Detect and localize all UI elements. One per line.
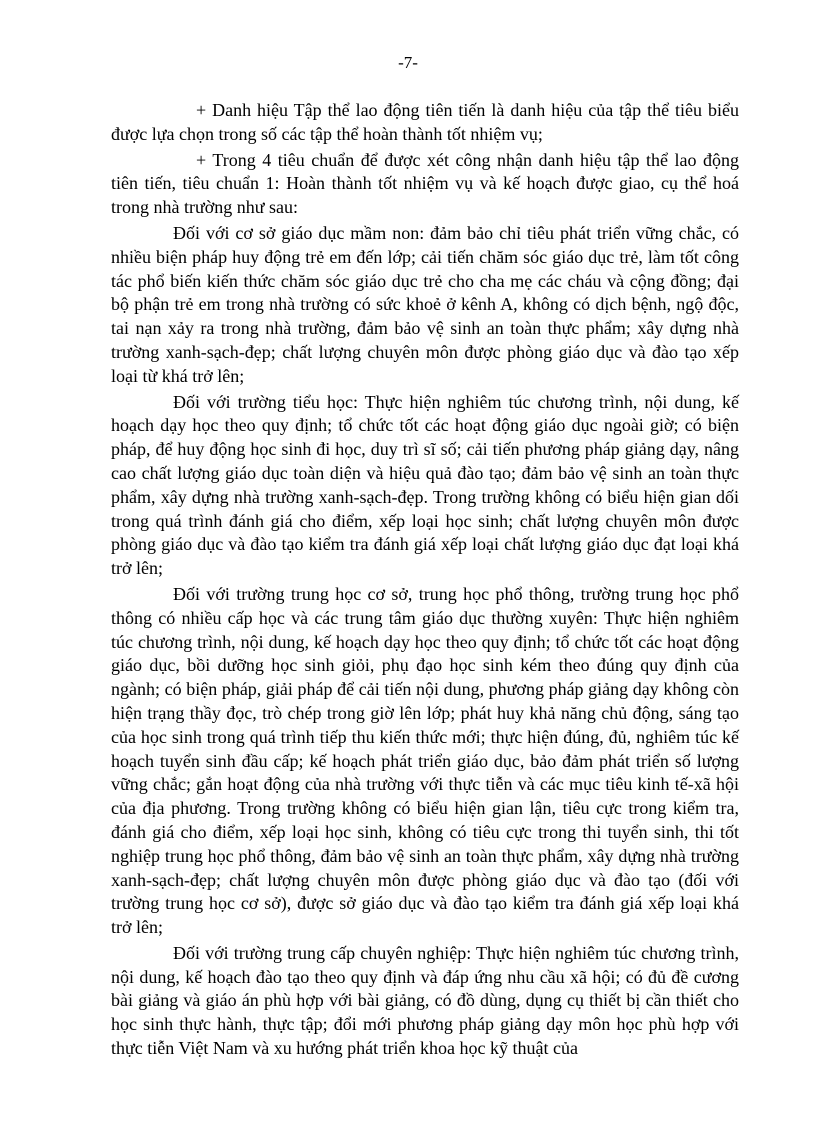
body-text (111, 99, 739, 1061)
paragraph-primary-school: Đối với trường tiểu học: Thực hiện nghiêm túc chương trình, nội dung, kế hoạch dạy học theo quy định; tổ chức tốt các hoạt động giáo dục ngoài giờ; có biện pháp, để huy động học sinh đi học, duy trì sĩ số; cải tiến phương pháp giảng dạy, nâng cao chất lượng giáo dục toàn diện và hiệu quả đào tạo; đảm bảo vệ sinh an toàn thực phẩm, xây dựng nhà trường xanh-sạch-đẹp. Trong trường không có biểu hiện gian dối trong quá trình đánh giá cho điểm, xếp loại học sinh; chất lượng chuyên môn được phòng giáo dục và đào tạo kiểm tra đánh giá xếp loại chất lượng giáo dục đạt loại khá trở lên; (111, 391, 739, 579)
paragraph-criterion-one-intro: + Trong 4 tiêu chuẩn để được xét công nhận danh hiệu tập thể lao động tiên tiến, tiêu chuẩn 1: Hoàn thành tốt nhiệm vụ và kế hoạch được giao, cụ thể hoá trong nhà trường như sau: (111, 149, 739, 218)
paragraph-collective-title-definition: + Danh hiệu Tập thể lao động tiên tiến là danh hiệu của tập thể tiêu biểu được lựa chọn trong số các tập thể hoàn thành tốt nhiệm vụ; (111, 100, 739, 144)
page-number: -7- (398, 53, 418, 72)
paragraph-vocational-school: Đối với trường trung cấp chuyên nghiệp: Thực hiện nghiêm túc chương trình, nội dung, kế hoạch đào tạo theo quy định và đáp ứng nhu cầu xã hội; có đủ đề cương bài giảng và giáo án phù hợp với bài giảng, có đồ dùng, dụng cụ thiết bị cần thiết cho học sinh thực hành, thực tập; đổi mới phương pháp giảng dạy môn học phù hợp với thực tiễn Việt Nam và xu hướng phát triển khoa học kỹ thuật của (111, 942, 739, 1059)
paragraph-preschool: Đối với cơ sở giáo dục mầm non: đảm bảo chỉ tiêu phát triển vững chắc, có nhiều biện pháp huy động trẻ em đến lớp; cải tiến chăm sóc giáo dục trẻ, làm tốt công tác phổ biến kiến thức chăm sóc giáo dục trẻ cho cha mẹ các cháu và cộng đồng; đại bộ phận trẻ em trong nhà trường có sức khoẻ ở kênh A, không có dịch bệnh, ngộ độc, tai nạn xảy ra trong nhà trường, đảm bảo vệ sinh an toàn thực phẩm; xây dựng nhà trường xanh-sạch-đẹp; chất lượng chuyên môn được phòng giáo dục và đào tạo xếp loại từ khá trở lên; (111, 222, 739, 386)
paragraph-secondary-school: Đối với trường trung học cơ sở, trung học phổ thông, trường trung học phổ thông có nhiều cấp học và các trung tâm giáo dục thường xuyên: Thực hiện nghiêm túc chương trình, nội dung, kế hoạch dạy học theo quy định; tổ chức tốt các hoạt động giáo dục, bồi dưỡng học sinh giỏi, phụ đạo học sinh kém theo đúng quy định của ngành; có biện pháp, giải pháp để cải tiến nội dung, phương pháp giảng dạy không còn hiện trạng thầy đọc, trò chép trong giờ lên lớp; phát huy khả năng chủ động, sáng tạo của học sinh trong quá trình tiếp thu kiến thức mới; thực hiện đúng, đủ, nghiêm túc kế hoạch tuyển sinh đầu cấp; kế hoạch phát triển giáo dục, bảo đảm phát triển số lượng vững chắc; gắn hoạt động của nhà trường với thực tiễn và các mục tiêu kinh tế-xã hội của địa phương. Trong trường không có biểu hiện gian lận, tiêu cực trong kiểm tra, đánh giá cho điểm, xếp loại học sinh, không có tiêu cực trong thi tuyển sinh, thi tốt nghiệp trung học phổ thông, đảm bảo vệ sinh an toàn thực phẩm, xây dựng nhà trường xanh-sạch-đẹp; chất lượng chuyên môn được phòng giáo dục và đào tạo (đối với trường trung học cơ sở), được sở giáo dục và đào tạo kiểm tra đánh giá xếp loại khá trở lên; (111, 583, 739, 938)
